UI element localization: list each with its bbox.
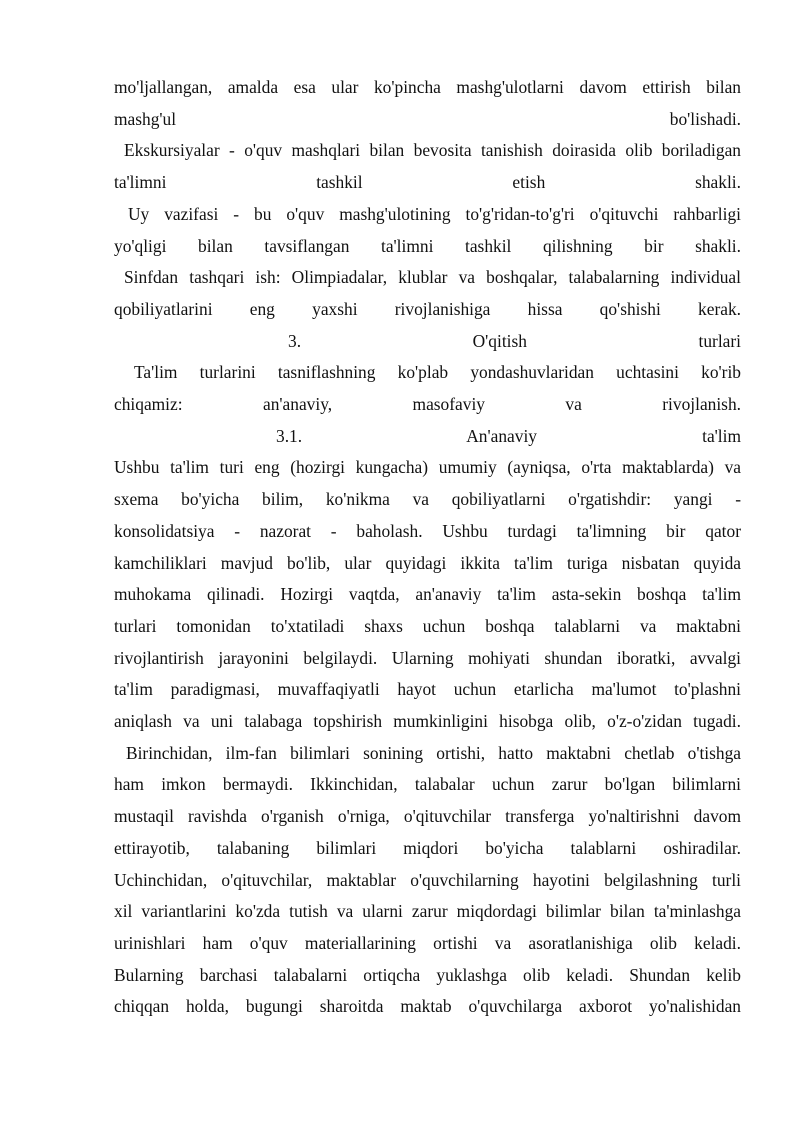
text-line: Ushbu ta'lim turi eng (hozirgi kungacha) umumiy (ayniqsa, o'rta maktablarda) va [114, 457, 741, 478]
text-line: Bularning barchasi talabalarni ortiqcha yuklashga olib keladi. Shundan kelib [114, 964, 741, 985]
text-line: rivojlantirish jarayonini belgilaydi. Ularning mohiyati shundan iboratki, avvalgi [114, 647, 741, 668]
text-line: mo'ljallangan, amalda esa ular ko'pincha mashg'ulotlarni davom ettirish bilan [114, 77, 741, 97]
text-line: Sinfdan tashqari ish: Olimpiadalar, klublar va boshqalar, talabalarning individual [124, 267, 741, 288]
text-line: sxema bo'yicha bilim, ko'nikma va qobiliyatlarni o'rgatishdir: yangi - [114, 489, 741, 510]
text-line: konsolidatsiya - nazorat - baholash. Ushbu turdagi ta'limning bir qator [114, 520, 741, 541]
text-line: 3. O'qitish turlari [288, 330, 741, 351]
text-line: chiqqan holda, bugungi sharoitda maktab o'quvchilarga axborot yo'nalishidan [114, 996, 741, 1017]
text-line: turlari tomonidan to'xtatiladi shaxs uchun boshqa talablarni va maktabni [114, 615, 741, 636]
text-line: mashg'ul bo'lishadi. [114, 108, 741, 129]
text-line: Ekskursiyalar - o'quv mashqlari bilan bevosita tanishish doirasida olib boriladigan [124, 140, 741, 161]
text-line: chiqamiz: an'anaviy, masofaviy va rivojlanish. [114, 394, 741, 415]
text-line: Uchinchidan, o'qituvchilar, maktablar o'quvchilarning hayotini belgilashning turli [114, 869, 741, 890]
text-line: ta'lim paradigmasi, muvaffaqiyatli hayot uchun etarlicha ma'lumot to'plashni [114, 679, 741, 700]
text-line: aniqlash va uni talabaga topshirish mumkinligini hisobga olib, o'z-o'zidan tugadi. [114, 711, 741, 732]
text-line: ta'limni tashkil etish shakli. [114, 172, 741, 193]
text-line: xil variantlarini ko'zda tutish va ularni zarur miqdordagi bilimlar bilan ta'minlashga [114, 901, 741, 922]
text-line: urinishlari ham o'quv materiallarining ortishi va asoratlanishiga olib keladi. [114, 932, 741, 953]
text-line: ham imkon bermaydi. Ikkinchidan, talabalar uchun zarur bo'lgan bilimlarni [114, 774, 741, 795]
text-line: qobiliyatlarini eng yaxshi rivojlanishiga hissa qo'shishi kerak. [114, 298, 741, 319]
text-line: kamchiliklari mavjud bo'lib, ular quyidagi ikkita ta'lim turiga nisbatan quyida [114, 552, 741, 573]
text-line: muhokama qilinadi. Hozirgi vaqtda, an'anaviy ta'lim asta-sekin boshqa ta'lim [114, 584, 741, 605]
document-page [114, 72, 741, 1023]
text-line: 3.1. An'anaviy ta'lim [276, 425, 741, 446]
text-line: mustaqil ravishda o'rganish o'rniga, o'qituvchilar transferga yo'naltirishni davom [114, 806, 741, 827]
text-line: Ta'lim turlarini tasniflashning ko'plab yondashuvlaridan uchtasini ko'rib [134, 362, 741, 383]
text-line: ettirayotib, talabaning bilimlari miqdori bo'yicha talablarni oshiradilar. [114, 837, 741, 858]
text-line: Uy vazifasi - bu o'quv mashg'ulotining to'g'ridan-to'g'ri o'qituvchi rahbarligi [128, 203, 741, 224]
text-line: yo'qligi bilan tavsiflangan ta'limni tashkil qilishning bir shakli. [114, 235, 741, 256]
text-line: Birinchidan, ilm-fan bilimlari sonining ortishi, hatto maktabni chetlab o'tishga [126, 742, 741, 763]
